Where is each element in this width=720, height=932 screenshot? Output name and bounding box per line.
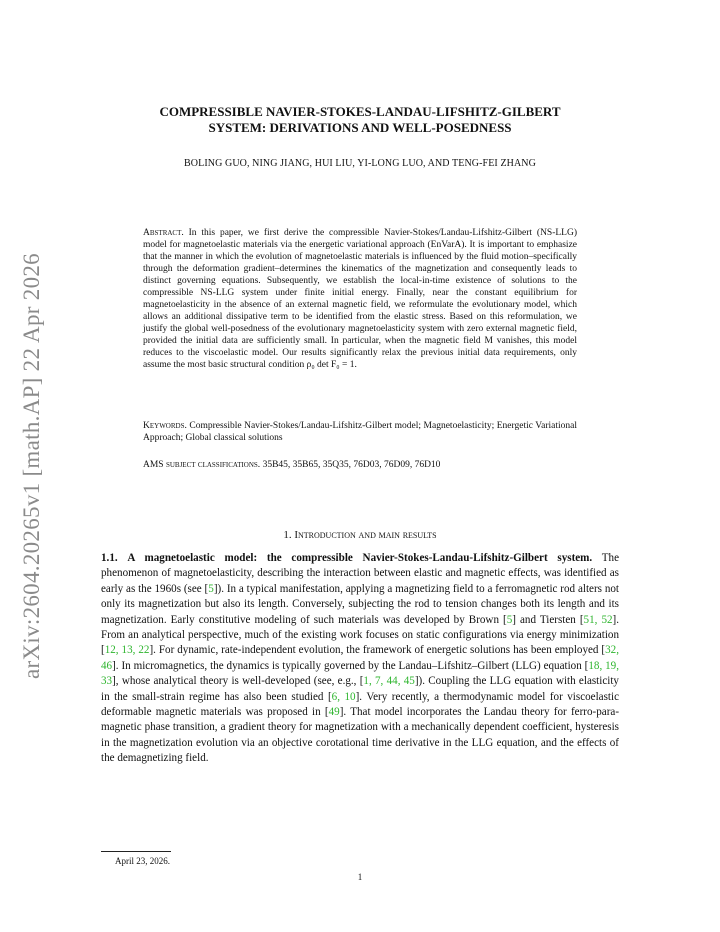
body-text: ]. That model incorporates the Landau theory for ferro-para-magnetic phase transition, a gradient theory for magnetization with a mechanically dependent coefficient, hysteresis in the magnetization evolution via an objective corotational time derivative in the LLG equation, and the effects of the demagnetizing field. <box>101 706 620 765</box>
footnote-date: April 23, 2026. <box>115 856 170 866</box>
citation-link[interactable]: 1, 7, 44, 45 <box>363 675 415 688</box>
page-number: 1 <box>357 872 363 882</box>
ams-label: AMS subject classifications. <box>143 460 261 470</box>
citation-link[interactable]: 18, 19, 33 <box>101 659 619 688</box>
citation-link[interactable]: 5 <box>506 613 513 626</box>
ams-codes: 35B45, 35B65, 35Q35, 76D03, 76D09, 76D10 <box>262 460 441 470</box>
title-line-1: COMPRESSIBLE NAVIER-STOKES-LANDAU-LIFSHITZ-GILBERT <box>159 104 561 119</box>
keywords-text: Compressible Navier-Stokes/Landau-Lifshitz-Gilbert model; Magnetoelasticity; Energetic Variational Approach; Global classical solutions <box>143 421 577 443</box>
citation-link[interactable]: 49 <box>328 706 340 719</box>
body-text: ]). In a typical manifestation, applying a magnetizing field to a ferromagnetic rod alters not only its magnetization but also its length. Conversely, subjecting the rod to tension changes both its length and its magnetization. Early constitutive modeling of such materials was developed by Brown [ <box>101 582 619 626</box>
ams-classifications <box>143 459 577 471</box>
arxiv-identifier-stamp: arXiv:2604.20265v1 [math.AP] 22 Apr 2026 <box>19 253 44 679</box>
body-text: ]). Coupling the LLG equation with elasticity in the small-strain regime has also been studied [ <box>101 675 619 703</box>
keywords-label: Keywords. <box>143 421 187 431</box>
body-text: ]. In micromagnetics, the dynamics is typically governed by the Landau–Lifshitz–Gilbert (LLG) equation [ <box>112 659 589 672</box>
citation-link[interactable]: 32, 46 <box>101 644 619 672</box>
citation-link[interactable]: 12, 13, 22 <box>104 644 150 657</box>
body-text: ] and Tiersten [ <box>512 613 584 626</box>
abstract <box>143 227 577 371</box>
body-text: ], whose analytical theory is well-developed (see, e.g., [ <box>112 675 364 688</box>
body-text: ]. From an analytical perspective, much of the existing work focuses on static configurations via energy minimization [ <box>101 613 620 657</box>
section-heading: 1. Introduction and main results <box>283 529 437 541</box>
body-text: ]. For dynamic, rate-independent evolution, the framework of energetic solutions has been employed [ <box>149 644 606 657</box>
keywords <box>143 420 577 444</box>
body-text: ]. Very recently, a thermodynamic model for viscoelastic deformable magnetic materials was proposed in [ <box>101 690 620 719</box>
title-line-2: SYSTEM: DERIVATIONS AND WELL-POSEDNESS <box>208 120 512 135</box>
citation-link[interactable]: 6, 10 <box>331 690 356 703</box>
citation-link[interactable]: 5 <box>208 582 214 595</box>
paper-title <box>100 104 620 136</box>
subsection-number: 1.1. <box>101 552 118 564</box>
body-paragraph <box>101 551 619 767</box>
body-text: The phenomenon of magnetoelasticity, describing the interaction between elastic and magnetic effects, was identified as early as the 1960s (see [ <box>101 552 619 595</box>
footnote-rule <box>101 851 171 852</box>
citation-link[interactable]: 51, 52 <box>583 613 613 626</box>
abstract-text: In this paper, we first derive the compressible Navier-Stokes/Landau-Lifshitz-Gilbert (NS-LLG) model for magnetoelastic materials via the energetic variational approach (EnVarA). It is important to emphasize that the manner in which the evolution of magnetoelastic materials is influenced by the fluid motion–specifically through the deformation gradient–determines the kinematics of the magnetization and consequently leads to distinct governing equations. Subsequently, we establish the local-in-time existence of solutions to the compressible NS-LLG system under finite initial energy. Finally, near the constant equilibrium for magnetoelasticity in the absence of an external magnetic field, we reformulate the evolutionary model, which allows an additional dissipative term to be identified from the elastic stress. Based on this reformulation, we justify the global well-posedness of the evolutionary magnetoelasticity system with zero external magnetic field, provided the initial data are sufficiently small. In particular, when the magnetic field M vanishes, this model reduces to the viscoelastic model. Our results significantly relax the previous initial data requirements, only assume the most basic structural condition ρ₀ det F₀ = 1. <box>143 228 578 370</box>
subsection-title: A magnetoelastic model: the compressible Navier-Stokes-Landau-Lifshitz-Gilbert system. <box>127 552 593 564</box>
author-list: BOLING GUO, NING JIANG, HUI LIU, YI-LONG LUO, AND TENG-FEI ZHANG <box>184 158 536 169</box>
abstract-label: Abstract. <box>143 228 184 238</box>
